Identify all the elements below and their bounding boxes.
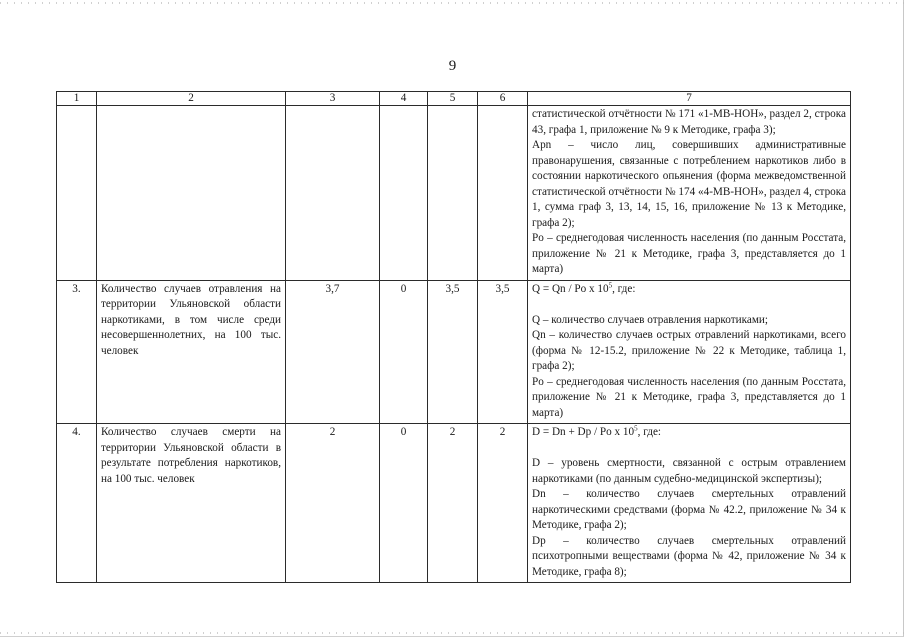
formula-line: [532, 282, 846, 298]
formula-line: [532, 425, 846, 441]
method-description: [528, 106, 851, 281]
method-line: Po – среднегодовая численность населения (по данным Росстата, приложение № 21 к Методике, графа 3, представляется до 1 марта): [532, 232, 846, 275]
value-cell: [478, 106, 528, 281]
value-cell: 2: [478, 424, 528, 583]
value-cell: 2: [428, 424, 478, 583]
column-header: 2: [97, 92, 286, 106]
data-table: [56, 91, 851, 583]
method-line: Qn – количество случаев острых отравлений наркотиками, всего (форма № 12-15.2, приложение № 22 к Методике, таблица 1, графа 2);: [532, 329, 846, 372]
method-line: Dn – количество случаев смертельных отравлений наркотическими средствами (форма № 42.2, приложение № 34 к Методике, графа 2);: [532, 488, 846, 531]
page-number: 9: [448, 58, 457, 74]
row-number: [57, 106, 97, 281]
method-line: Po – среднегодовая численность населения (по данным Росстата, приложение № 21 к Методике, графа 3, представляется до 1 марта): [532, 375, 846, 419]
column-header: 1: [57, 92, 97, 106]
scan-artifact-top: [0, 2, 905, 4]
column-header: 7: [528, 92, 851, 106]
formula-main: D = Dn + Dp / Po x 10: [532, 426, 635, 438]
indicator-name: [97, 106, 286, 281]
method-line: Q – количество случаев отравления наркотиками;: [532, 313, 769, 326]
scan-artifact-bottom: [0, 632, 905, 634]
blank-line: [532, 297, 846, 313]
value-cell: [428, 106, 478, 281]
method-description: [528, 280, 851, 424]
header-row: [57, 92, 851, 106]
value-cell: 3,5: [428, 280, 478, 424]
table-row: [57, 280, 851, 424]
value-cell: 3,7: [286, 280, 380, 424]
row-number: 3.: [57, 280, 97, 424]
value-cell: [380, 106, 428, 281]
formula-tail: , где:: [612, 282, 636, 295]
formula-exponent: 5: [608, 280, 613, 289]
table-row: [57, 424, 851, 583]
value-cell: 3,5: [478, 280, 528, 424]
indicator-name: Количество случаев смерти на территории Ульяновской области в результате потребления наркотиков, на 100 тыс. человек: [97, 424, 286, 583]
method-description: [528, 424, 851, 583]
table-row: [57, 106, 851, 281]
blank-line: [532, 441, 846, 457]
method-line: D – уровень смертности, связанной с острым отравлением наркотиками (по данным судебно-медицинской экспертизы);: [532, 457, 846, 485]
row-number: 4.: [57, 424, 97, 583]
column-header: 4: [380, 92, 428, 106]
value-cell: 0: [380, 424, 428, 583]
column-header: 3: [286, 92, 380, 106]
column-header: 6: [478, 92, 528, 106]
method-line: Apn – число лиц, совершивших административные правонарушения, связанные с потреблением наркотиков либо в состоянии наркотического опьянения (форма межведомственной статистической отчётности № 174 «4-МВ-НОН», раздел 4, строка 1, сумма граф 3, 13, 14, 15, 16, приложение № 13 к Методике, графа 2);: [532, 139, 846, 229]
formula-tail: , где:: [637, 426, 662, 438]
column-header: 5: [428, 92, 478, 106]
formula-main: Q = Qn / Po x 10: [532, 282, 609, 295]
value-cell: 0: [380, 280, 428, 424]
value-cell: 2: [286, 424, 380, 583]
value-cell: [286, 106, 380, 281]
method-line: статистической отчётности № 171 «1-МВ-НОН», раздел 2, строка 43, графа 1, приложение № 9 к Методике, графа 3);: [532, 108, 846, 136]
method-line: Dp – количество случаев смертельных отравлений психотропными веществами (форма № 42, приложение № 34 к Методике, графа 8);: [532, 534, 846, 578]
indicator-name: Количество случаев отравления на территории Ульяновской области наркотиками, в том числе среди несовершеннолетних, на 100 тыс. человек: [97, 280, 286, 424]
formula-exponent: 5: [634, 424, 638, 433]
